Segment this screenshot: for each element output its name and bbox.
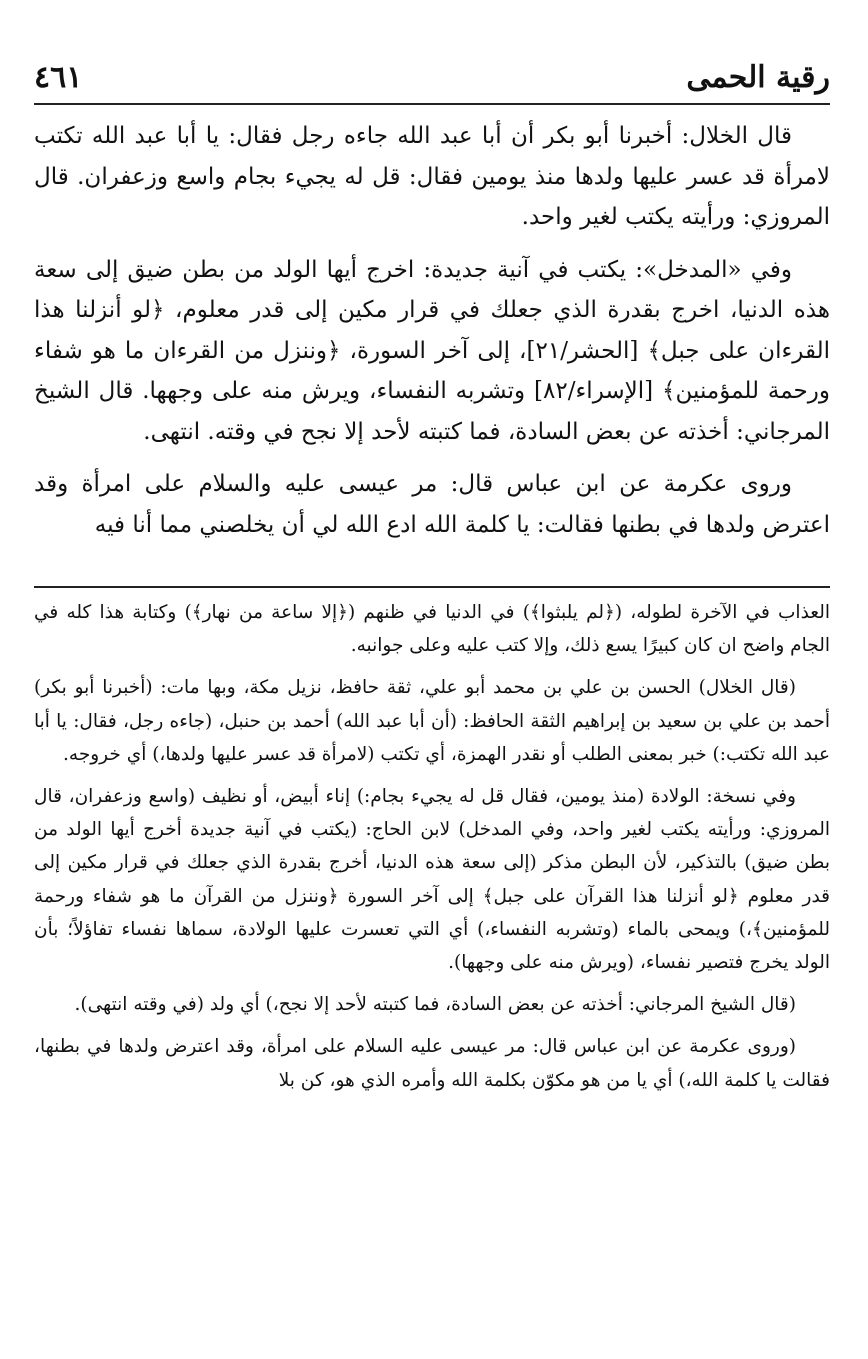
footnote-paragraph: (قال الشيخ المرجاني: أخذته عن بعض السادة، فما كتبته لأحد إلا نجح،) أي ولد (في وقته انتهى).	[74, 994, 796, 1016]
commentary-footnotes	[34, 596, 830, 1106]
running-title: رقية الحمى	[686, 60, 830, 95]
footnote-paragraph: العذاب في الآخرة لطوله، (﴿لم يلبثوا﴾) في الدنيا في ظنهم (﴿إلا ساعة من نهار﴾) وكتابة هذا كله في الجام واضح ان كان كبيرًا يسع ذلك، وإلا كتب عليه وعلى جوانبه.	[34, 602, 830, 657]
book-page	[34, 48, 830, 1338]
page-number: ٤٦١	[34, 60, 83, 95]
footnote-paragraph: (قال الخلال) الحسن بن علي بن محمد أبو علي، ثقة حافظ، نزيل مكة، وبها مات: (أخبرنا أبو بكر) أحمد بن علي بن سعيد بن إبراهيم الثقة الحافظ: (أن أبا عبد الله) أحمد بن حنبل، (جاءه رجل، فقال: يا أبا عبد الله تكتب:) خبر بمعنى الطلب أو نقدر الهمزة، أي تكتب (لامرأة قد عسر عليها ولدها،) أي خروجه.	[34, 677, 830, 765]
main-paragraph: وفي «المدخل»: يكتب في آنية جديدة: اخرج أيها الولد من بطن ضيق إلى سعة هذه الدنيا، اخرج بقدرة الذي جعلك في قرار مكين إلى قدر معلوم، ﴿لو أنزلنا هذا القرءان على جبل﴾ [الحشر/٢١]، إلى آخر السورة، ﴿وننزل من القرءان ما هو شفاء ورحمة للمؤمنين﴾ [الإسراء/٨٢] وتشربه النفساء، ويرش منه على وجهها. قال الشيخ المرجاني: أخذته عن بعض السادة، فما كتبته لأحد إلا نجح في وقته. انتهى.	[34, 256, 831, 445]
footnote-paragraph: (وروى عكرمة عن ابن عباس قال: مر عيسى عليه السلام على امرأة، وقد اعترض ولدها في بطنها، فقالت يا كلمة الله،) أي يا من هو مكوّن بكلمة الله وأمره الذي هو، كن بلا	[34, 1036, 830, 1091]
page-header	[34, 58, 830, 100]
main-paragraph: قال الخلال: أخبرنا أبو بكر أن أبا عبد الله جاءه رجل فقال: يا أبا عبد الله تكتب لامرأة قد عسر عليها ولدها منذ يومين فقال: قل له يجيء بجام واسع وزعفران. قال المروزي: ورأيته يكتب لغير واحد.	[34, 123, 830, 230]
main-text	[34, 116, 830, 557]
footnote-paragraph: وفي نسخة: الولادة (منذ يومين، فقال قل له يجيء بجام:) إناء أبيض، أو نظيف (واسع وزعفران، قال المروزي: ورأيته يكتب لغير واحد، وفي المدخل) لابن الحاج: (يكتب في آنية جديدة أخرج أيها الولد من بطن ضيق) بالتذكير، لأن البطن مذكر (إلى سعة هذه الدنيا، أخرج بقدرة الذي جعلك في قرار مكين إلى قدر معلوم ﴿لو أنزلنا هذا القرآن على جبل﴾ إلى آخر السورة ﴿وننزل من القرآن ما هو شفاء ورحمة للمؤمنين﴾،) ويمحى بالماء (وتشربه النفساء،) أي التي تعسرت عليها الولادة، سماها نفساء تفاؤلاً؛ بأن الولد يخرج فتصير نفساء، (ويرش منه على وجهها).	[34, 786, 830, 974]
footnote-separator	[34, 586, 830, 588]
main-paragraph: وروى عكرمة عن ابن عباس قال: مر عيسى عليه والسلام على امرأة وقد اعترض ولدها في بطنها فقالت: يا كلمة الله ادع الله لي أن يخلصني مما أنا فيه	[34, 471, 830, 538]
header-rule	[34, 103, 830, 105]
